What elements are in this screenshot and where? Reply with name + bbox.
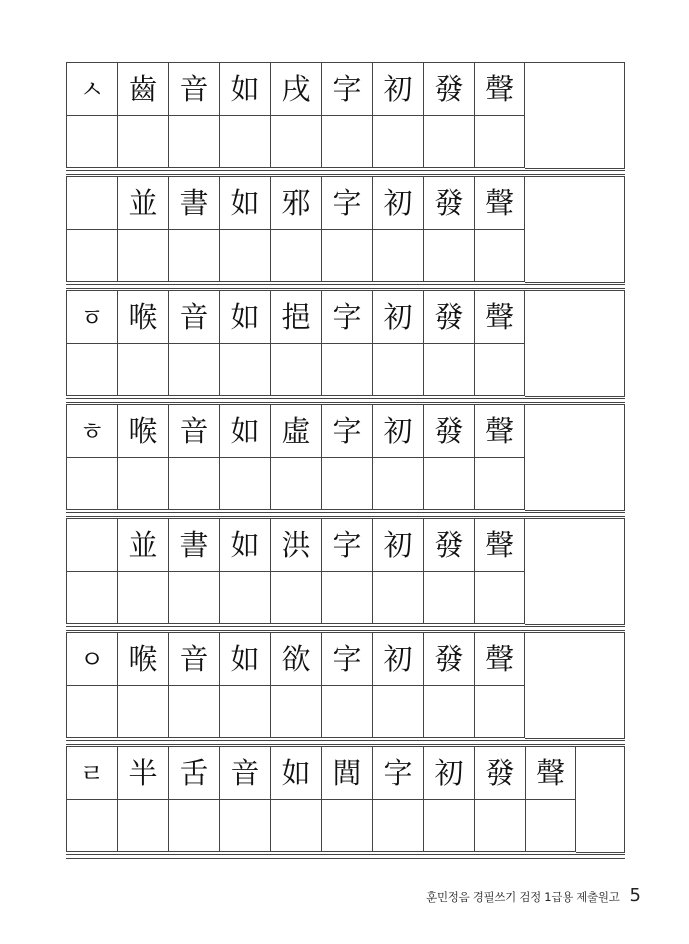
model-char-cell: 喉 bbox=[117, 404, 168, 457]
model-char-cell: 音 bbox=[219, 746, 270, 799]
practice-cell bbox=[321, 685, 372, 738]
model-char-cell: ㆆ bbox=[66, 290, 117, 343]
blank-area bbox=[525, 404, 625, 511]
practice-cell bbox=[372, 115, 423, 168]
model-char-cell: 如 bbox=[219, 62, 270, 115]
practice-cell bbox=[66, 571, 117, 624]
practice-cell bbox=[219, 457, 270, 510]
practice-row bbox=[66, 571, 525, 624]
practice-cell bbox=[474, 799, 525, 852]
model-char-cell: 聲 bbox=[474, 62, 525, 115]
model-row bbox=[66, 632, 525, 685]
model-char-cell: 字 bbox=[372, 746, 423, 799]
practice-cell bbox=[117, 799, 168, 852]
practice-row bbox=[66, 343, 525, 396]
model-char-cell bbox=[66, 176, 117, 229]
model-char-cell: 聲 bbox=[474, 404, 525, 457]
practice-row bbox=[66, 799, 576, 852]
practice-cell bbox=[423, 115, 474, 168]
practice-cell bbox=[66, 457, 117, 510]
practice-cell bbox=[117, 115, 168, 168]
model-char-cell: ㄹ bbox=[66, 746, 117, 799]
model-char-cell: 聲 bbox=[474, 290, 525, 343]
practice-cell bbox=[168, 229, 219, 282]
practice-row bbox=[66, 685, 525, 738]
practice-cell bbox=[219, 229, 270, 282]
model-row bbox=[66, 404, 525, 457]
practice-block bbox=[66, 632, 625, 739]
model-char-cell: 發 bbox=[423, 290, 474, 343]
model-char-cell: 聲 bbox=[474, 176, 525, 229]
practice-cell bbox=[270, 571, 321, 624]
practice-block bbox=[66, 290, 625, 397]
model-char-cell: 初 bbox=[372, 518, 423, 571]
practice-cell bbox=[270, 457, 321, 510]
practice-cell bbox=[66, 799, 117, 852]
blank-area bbox=[576, 746, 625, 853]
model-char-cell: 發 bbox=[423, 632, 474, 685]
model-char-cell: 半 bbox=[117, 746, 168, 799]
practice-block bbox=[66, 404, 625, 511]
block-divider bbox=[66, 398, 625, 403]
practice-cell bbox=[219, 115, 270, 168]
model-char-cell: 如 bbox=[219, 632, 270, 685]
model-char-cell: 並 bbox=[117, 176, 168, 229]
model-char-cell: 發 bbox=[423, 518, 474, 571]
practice-cell bbox=[270, 343, 321, 396]
model-row bbox=[66, 176, 525, 229]
model-row bbox=[66, 518, 525, 571]
practice-cell bbox=[270, 115, 321, 168]
practice-cell bbox=[372, 457, 423, 510]
practice-cell bbox=[321, 343, 372, 396]
practice-cell bbox=[372, 685, 423, 738]
practice-cell bbox=[168, 685, 219, 738]
practice-cell bbox=[423, 229, 474, 282]
block-divider bbox=[66, 512, 625, 517]
model-row bbox=[66, 62, 525, 115]
model-char-cell: 挹 bbox=[270, 290, 321, 343]
practice-cell bbox=[474, 571, 525, 624]
page-number: 5 bbox=[629, 885, 641, 906]
block-divider bbox=[66, 626, 625, 631]
practice-cell bbox=[474, 685, 525, 738]
model-char-cell: 音 bbox=[168, 290, 219, 343]
model-char-cell: 如 bbox=[219, 176, 270, 229]
model-char-cell: 洪 bbox=[270, 518, 321, 571]
model-char-cell: 發 bbox=[423, 404, 474, 457]
model-char-cell: 聲 bbox=[474, 632, 525, 685]
blank-area bbox=[525, 632, 625, 739]
model-char-cell: 欲 bbox=[270, 632, 321, 685]
model-char-cell: 如 bbox=[270, 746, 321, 799]
model-char-cell bbox=[66, 518, 117, 571]
practice-row bbox=[66, 457, 525, 510]
model-char-cell: 音 bbox=[168, 632, 219, 685]
practice-cell bbox=[423, 571, 474, 624]
practice-cell bbox=[66, 343, 117, 396]
model-char-cell: 初 bbox=[372, 404, 423, 457]
practice-cell bbox=[219, 343, 270, 396]
model-char-cell: 初 bbox=[372, 176, 423, 229]
model-char-cell: 字 bbox=[321, 290, 372, 343]
practice-cell bbox=[525, 799, 576, 852]
model-char-cell: 聲 bbox=[525, 746, 576, 799]
practice-cell bbox=[372, 799, 423, 852]
practice-row bbox=[66, 115, 525, 168]
practice-cell bbox=[423, 685, 474, 738]
practice-cell bbox=[219, 799, 270, 852]
practice-cell bbox=[474, 229, 525, 282]
practice-cell bbox=[219, 571, 270, 624]
model-char-cell: 音 bbox=[168, 404, 219, 457]
practice-cell bbox=[168, 571, 219, 624]
practice-cell bbox=[66, 685, 117, 738]
practice-cell bbox=[372, 229, 423, 282]
model-char-cell: 邪 bbox=[270, 176, 321, 229]
practice-cell bbox=[321, 799, 372, 852]
practice-cell bbox=[117, 229, 168, 282]
block-divider bbox=[66, 740, 625, 745]
practice-cell bbox=[423, 457, 474, 510]
blank-area bbox=[525, 62, 625, 169]
practice-cell bbox=[423, 799, 474, 852]
model-char-cell: 如 bbox=[219, 404, 270, 457]
practice-block bbox=[66, 62, 625, 169]
blank-area bbox=[525, 290, 625, 397]
model-char-cell: 如 bbox=[219, 290, 270, 343]
model-char-cell: 書 bbox=[168, 518, 219, 571]
practice-cell bbox=[423, 343, 474, 396]
practice-block bbox=[66, 746, 625, 853]
practice-block bbox=[66, 518, 625, 625]
practice-cell bbox=[270, 229, 321, 282]
model-char-cell: 字 bbox=[321, 632, 372, 685]
practice-cell bbox=[168, 457, 219, 510]
model-char-cell: 齒 bbox=[117, 62, 168, 115]
model-char-cell: 音 bbox=[168, 62, 219, 115]
model-char-cell: 字 bbox=[321, 62, 372, 115]
practice-cell bbox=[66, 229, 117, 282]
practice-cell bbox=[474, 115, 525, 168]
practice-cell bbox=[270, 685, 321, 738]
practice-cell bbox=[321, 115, 372, 168]
footer-title: 훈민정음 경필쓰기 검정 1급용 제출원고 bbox=[426, 890, 620, 904]
practice-cell bbox=[168, 343, 219, 396]
model-char-cell: 如 bbox=[219, 518, 270, 571]
block-divider bbox=[66, 284, 625, 289]
practice-cell bbox=[321, 457, 372, 510]
practice-cell bbox=[117, 571, 168, 624]
practice-cell bbox=[321, 571, 372, 624]
blank-area bbox=[525, 518, 625, 625]
practice-cell bbox=[372, 571, 423, 624]
model-char-cell: 初 bbox=[423, 746, 474, 799]
model-row bbox=[66, 290, 525, 343]
practice-cell bbox=[219, 685, 270, 738]
practice-cell bbox=[117, 457, 168, 510]
model-char-cell: ㅎ bbox=[66, 404, 117, 457]
model-char-cell: 發 bbox=[423, 62, 474, 115]
model-char-cell: 字 bbox=[321, 518, 372, 571]
model-char-cell: 初 bbox=[372, 62, 423, 115]
model-char-cell: 閭 bbox=[321, 746, 372, 799]
model-char-cell: 初 bbox=[372, 632, 423, 685]
practice-cell bbox=[474, 457, 525, 510]
model-char-cell: 舌 bbox=[168, 746, 219, 799]
model-char-cell: 發 bbox=[474, 746, 525, 799]
model-char-cell: 發 bbox=[423, 176, 474, 229]
practice-block bbox=[66, 176, 625, 283]
model-char-cell: 喉 bbox=[117, 632, 168, 685]
model-row bbox=[66, 746, 576, 799]
page-footer bbox=[426, 885, 641, 906]
model-char-cell: 虛 bbox=[270, 404, 321, 457]
blank-area bbox=[525, 176, 625, 283]
practice-cell bbox=[66, 115, 117, 168]
practice-cell bbox=[474, 343, 525, 396]
practice-cell bbox=[168, 799, 219, 852]
practice-cell bbox=[321, 229, 372, 282]
practice-cell bbox=[117, 685, 168, 738]
block-divider bbox=[66, 170, 625, 175]
model-char-cell: 字 bbox=[321, 404, 372, 457]
practice-cell bbox=[117, 343, 168, 396]
model-char-cell: ㅇ bbox=[66, 632, 117, 685]
model-char-cell: 喉 bbox=[117, 290, 168, 343]
practice-cell bbox=[168, 115, 219, 168]
model-char-cell: 並 bbox=[117, 518, 168, 571]
model-char-cell: ㅅ bbox=[66, 62, 117, 115]
model-char-cell: 字 bbox=[321, 176, 372, 229]
model-char-cell: 書 bbox=[168, 176, 219, 229]
practice-cell bbox=[372, 343, 423, 396]
model-char-cell: 戌 bbox=[270, 62, 321, 115]
model-char-cell: 初 bbox=[372, 290, 423, 343]
model-char-cell: 聲 bbox=[474, 518, 525, 571]
bottom-divider bbox=[66, 854, 625, 859]
practice-row bbox=[66, 229, 525, 282]
practice-cell bbox=[270, 799, 321, 852]
